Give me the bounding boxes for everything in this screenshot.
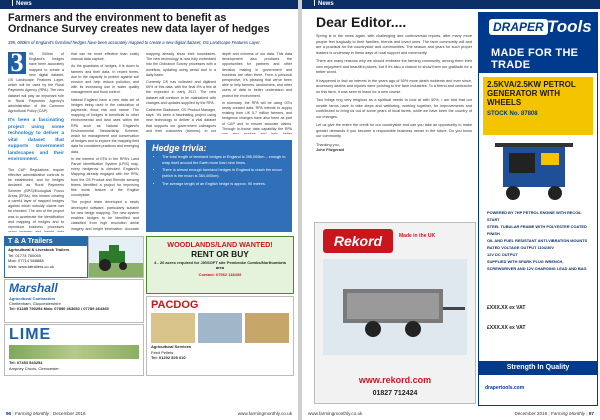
left-footer (6, 408, 292, 420)
ad-lime[interactable] (4, 324, 144, 376)
ad-pacdog-line: Agricultural Services (151, 344, 192, 349)
headline-line-2: Ordnance Survey creates new data layer of hedges (8, 23, 270, 36)
col4-paragraph-1: depth and richness of our data. This data development also produces the opportunities for partners and other decision making in government and business are often there. From a personal perspective, it's pleasing that we've been able to help farmers, landowners, and other users of data to better understand and protect the environment. (222, 52, 292, 98)
col3-paragraph-1: mapping already show their boundaries. The new technology is now fully embedded into the Ordnance Survey processes with a workflow, updating using aerial and in a daily basis. (146, 52, 216, 77)
draper-header (479, 13, 597, 73)
ad-woodlands-subtitle: RENT OR BUY (191, 249, 249, 259)
ad-ta-line: Web: www.tatrailers.co.uk (8, 263, 54, 269)
trivia-item: • The total length of farmland hedges in England is 395,000km – enough to wrap itself around the Earth more than nine times. (162, 155, 286, 166)
draper-url[interactable]: drapertools.com (485, 385, 525, 391)
standfirst: 395, 000km of England's farmland hedges have been accurately mapped to create a new digital dataset, OS Landscape Features Layer. (8, 40, 261, 45)
magazine-name: Farming Monthly (14, 411, 50, 416)
headline-line-1: Farmers and the environment to benefit as (8, 12, 227, 24)
section-tag (6, 0, 38, 9)
col3-paragraph-3: Catherine Gladstone, OS Product Manager, says: 'It's been a fascinating project using new technology to deliver a vital dataset that supports our government colleagues and their customers (farmers). In our (146, 108, 216, 133)
col4-paragraph-2: In summary, the RPA will be using OS's newly created data, RPA intends to supply existing from UK 5.7 million farmers, and hedgerow changes have also been as part of CAP and to ensure accurate claims. Through in-house data capability the RPA (222, 100, 292, 131)
rekord-logo: Rekord (323, 229, 393, 253)
letter-paragraph: Spring is in the news again, with challenging and controversial reports, after many more people feel tragically to their families, friends and loved ones. The farm community will and are a practical for the countryside and communities. The season and years for such proper leaders is underway in these days of rural support and community. (316, 34, 472, 55)
draper-logo: DRAPER (489, 19, 548, 35)
ad-pacdog-images (147, 313, 293, 343)
section-tag-label: News (318, 1, 334, 7)
letter-body (316, 34, 472, 209)
letter-headline: Dear Editor.... (316, 14, 407, 30)
article-headline (8, 13, 293, 36)
ad-ta-line: Mob: 07714 568888 (8, 258, 44, 264)
tag-bar (12, 0, 13, 6)
generator-image (495, 135, 581, 205)
trivia-title: Hedge trivia: (152, 143, 207, 153)
footer-url[interactable]: www.farmingmonthly.co.uk (237, 411, 292, 416)
page-number: 97 (588, 411, 594, 416)
letter-signature: John Fitzgerald (316, 148, 345, 152)
tag-bar (314, 0, 315, 6)
ad-lime-line: Tel: 07453 543254 (9, 360, 43, 365)
draper-strapline: Strength In Quality (479, 361, 597, 375)
pull-quote: It's been a fascinating project using some technology to deliver a vital dataset that supports Government landscapes and their environment. (8, 118, 64, 163)
ad-pacdog-line: Tel: 01292 525 010 (151, 355, 186, 361)
footer-url[interactable]: www.farmingmonthly.co.uk (308, 411, 363, 416)
draper-stock-number: STOCK No. 87808 (487, 110, 538, 117)
ad-pacdog-line: Feed Pellets (151, 350, 174, 356)
spec-item: OIL AND FUEL RESISTANT ANTI-VIBRATION MOUNTS (487, 238, 588, 244)
letter-paragraph: Two things ring very religious as a spiritual needs to look at with 50%, I am told that our unsafe farms have to take steps and wellbeing, working together, for improvements and contributed to bring us out of some years of local farms, while we have been the country of our changes. (316, 98, 472, 119)
ad-marshall-subtitle: Agricultural Contractors (9, 296, 56, 301)
rekord-website: www.rekord.com (358, 375, 432, 385)
product-image (151, 313, 195, 343)
col2-paragraph-4: In the interest of EFA in the RPA's Land Parcel Identification System (LPIS) map, every hedgerow is checked. England's Mapping already engaged with the RPA, from the OS Product and Remote sensing teams identified a project for improving this iconic feature of the English countryside. (71, 156, 139, 198)
ad-ta-title: T & A Trailers (5, 237, 87, 246)
ad-pacdog-title: PACDOG (151, 299, 199, 311)
top-strip (0, 0, 298, 9)
ad-woodlands-title: WOODLANDS/LAND WANTED! (167, 240, 273, 249)
draper-product-title: 2.5KVA/2.5KW PETROL GENERATOR WITH WHEELS (487, 80, 576, 108)
letter-paragraph: There are many reasons why we should embrace the farming community, among them their own enjoyment and beautiful places, but if it's also a chance to show them our gratitude for a better world. (316, 59, 472, 74)
article-column-2 (71, 52, 139, 232)
footer-separator: | (12, 411, 14, 416)
issue-date: December 2016 (52, 411, 86, 416)
section-tag-label: News (16, 1, 32, 7)
footer-separator: | (548, 411, 550, 416)
trivia-item: • There is almost enough farmland hedges in England to reach the moon (which is the moon is 384,400km). (162, 168, 286, 179)
article-column-3 (146, 52, 216, 134)
section-tag (308, 0, 340, 9)
ad-ta-trailers[interactable] (4, 236, 88, 278)
ad-woodlands-contact: Contact: 07962 118439 (198, 272, 242, 278)
ad-marshall[interactable] (4, 279, 144, 323)
product-image (198, 313, 242, 343)
ad-rekord[interactable] (314, 222, 476, 404)
article-column-4 (222, 52, 292, 134)
col3-paragraph-2: Currently OS has collected and digitised 60% of this data, with the final 5% a few at the expected in early 2017. The new dataset will continue to be maintained with changes and updates supplied by the RPA. (146, 80, 216, 105)
rekord-phone: 01827 712424 (372, 390, 418, 397)
ad-woodlands-body: 4 - 20 acres required for JIGSOFT site Pembroke Combs/Northumbria area (154, 260, 286, 271)
product-image (245, 313, 289, 343)
ad-ta-subtitle: Agricultural & Livestock Trailers (8, 247, 70, 252)
col2-paragraph-2: As the guardians of hedges, it is down to farmers and their data. In recent times, due to the capacity to protect against soil erosion and help reduce pollution, and with its increasing use in water quality management and flood control. (71, 64, 139, 95)
ad-draper[interactable] (478, 12, 598, 406)
col1-paragraph-1: 95, 000km of England's hedges have been accurately mapped to create a new digital dataset, OS Landscape Features Layer, which will be used by the Rural Payments Agency (RPA). The new dataset will play an important role in Rural Payments Agency's administration of the Common Agricultural Policy (CAP). (8, 52, 64, 114)
issue-date: December 2016 (514, 411, 548, 416)
magazine-name: Farming Monthly (550, 411, 586, 416)
hedge-trivia-box (146, 140, 292, 232)
draper-specs (487, 209, 589, 272)
draper-price: £XXX.XX ex VAT (487, 305, 526, 311)
trivia-list (146, 155, 292, 187)
right-footer (308, 408, 594, 420)
tractor-image (89, 237, 143, 277)
letter-signoff: Thanking you, (316, 142, 340, 147)
right-page (302, 0, 600, 420)
draper-product-panel (483, 77, 593, 135)
ad-pacdog[interactable] (146, 296, 294, 376)
ad-lime-title: LIME (9, 326, 52, 343)
rekord-tagline: Made in the UK (399, 233, 436, 239)
col2-paragraph-5: The project team developed a newly developed software, particularly suitable for new hedge mapping. The new system enables hedges to be identified and classified from high resolution aerial imagery and height information. Accurate (71, 200, 139, 231)
ad-woodlands[interactable] (146, 236, 294, 294)
spec-item: STEEL TUBULAR FRAME WITH POLYESTER COATED FINISH (487, 224, 587, 237)
draper-tagline: MADE FOR THE TRADE (491, 47, 579, 71)
ad-lime-line: Ampney Crucis, Cirencester (9, 366, 59, 372)
col2-paragraph-1: that can be more effective than costly manual data capture. (71, 52, 139, 62)
spec-item: SUPPLIED WITH SPARK PLUG WRENCH, SCREWDRIVER AND 12V CHARGING LEAD AND BAG (487, 259, 587, 272)
left-page (0, 0, 298, 420)
col2-paragraph-3: Natural England have a new data set of hedges being used in the calculation of payments, flood risk and nature. The mapping of hedges is beneficial to other environmental and land uses within the RPA such as Natural England's Environmental Stewardship Scheme, which for management and conservation of hedges and to explore the mapping field data for consistent practices and emerging data. (71, 97, 139, 154)
trivia-item: • The average length of an English hedge is approx. 90 metres. (162, 182, 286, 188)
spec-item: 12V DC OUTPUT (487, 252, 518, 258)
spec-item: RATED VOLTAGE OUTPUT 110/230V (487, 245, 555, 251)
letter-paragraph: Let us give the entire the credit for our countryside and can you take an opportunity to make greater demands if you become a responsible business owner in the future. Do you know our community. (316, 123, 472, 138)
ad-tractor-image (88, 236, 144, 278)
ad-lime-photo (9, 345, 139, 359)
draper-brand: Tools (547, 17, 592, 36)
footer-separator: | (586, 411, 588, 416)
page-number: 96 (6, 411, 12, 416)
draper-price: £XXX.XX ex VAT (487, 325, 526, 331)
ad-marshall-line: Tel: 01285 750294 Mob: 07890 463652 / 07789 464365 (9, 306, 109, 312)
top-strip (302, 0, 600, 9)
letter-paragraph: It happened in fact an interest in the years ago of 50% more death incidents and ever since, accessory deaths and injuries were pointing to the farm industries. To a friend and contractor on this farm, it was seen to leave for a new course. (316, 78, 472, 94)
ad-marshall-title: Marshall (9, 281, 58, 295)
article-column-1 (8, 52, 64, 232)
ad-ta-line: Tel: 01774 760065 (8, 253, 41, 259)
spec-item: POWERED BY 7HP PETROL ENGINE WITH RECOIL START (487, 210, 582, 223)
dropcap: 3 (8, 52, 26, 74)
trailer-image (323, 259, 467, 355)
ad-marshall-line: Cheltenham, Gloucestershire (9, 301, 61, 307)
footer-separator: | (50, 411, 52, 416)
col1-paragraph-2: The CAP Regulations require effective administrative controls to be established, and for hedges declared as Rural Payments Scheme (BPS)/Ecological Focus Areas (EFAs), this means creating a careful layer of mapped hedges against which subsidy claims can be checked. The aim of the project was to accelerate the identification and mapping of hedges and to reproduce business processes (8, 167, 64, 229)
